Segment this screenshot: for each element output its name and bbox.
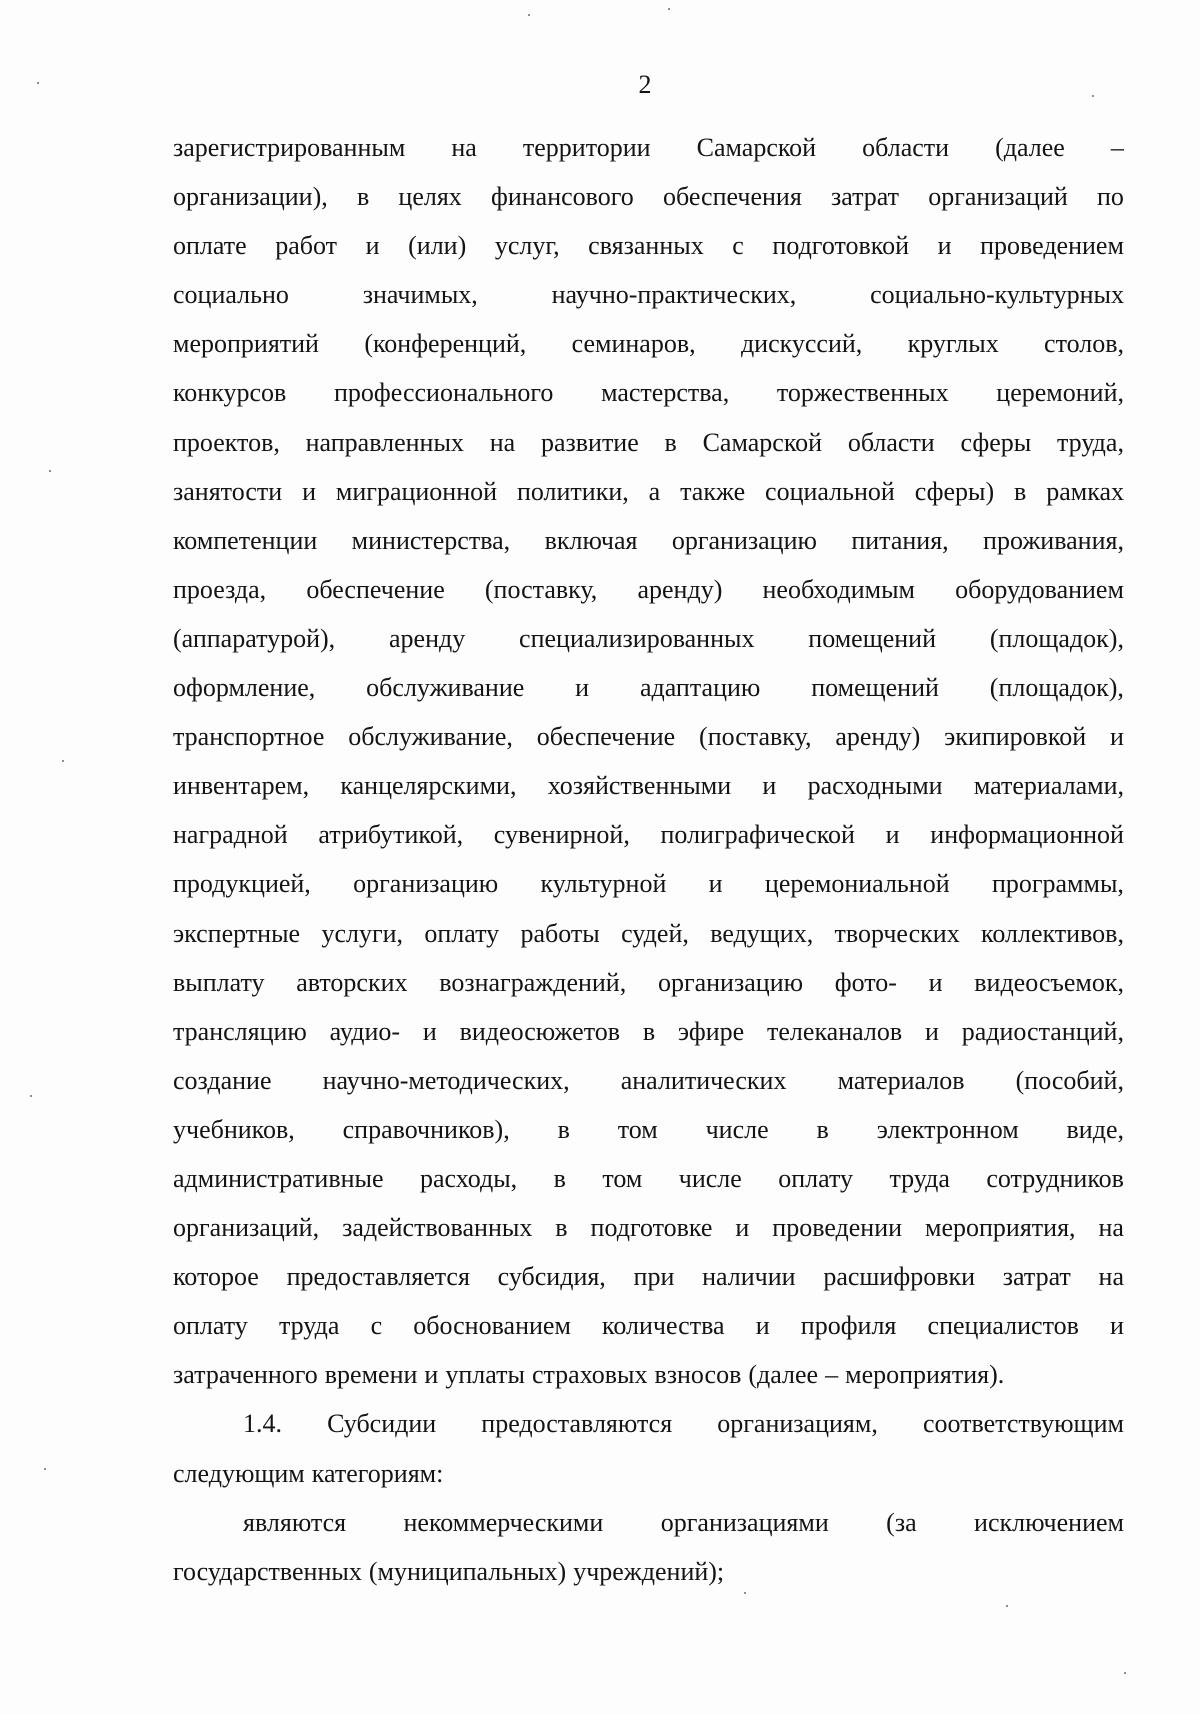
- word: торжественных: [776, 378, 949, 408]
- text-line: [173, 958, 1124, 1007]
- word: а: [648, 476, 661, 506]
- word: обеспечение: [306, 574, 445, 604]
- word: аналитических: [620, 1065, 787, 1095]
- text-line: [173, 1301, 1124, 1350]
- word: и: [937, 231, 952, 261]
- body-text: [173, 123, 1124, 1596]
- word: расшифровки: [823, 1262, 976, 1292]
- text-line: [173, 712, 1124, 761]
- word: специалистов: [927, 1311, 1079, 1341]
- word: специализированных: [519, 623, 755, 653]
- word: инвентарем,: [173, 771, 310, 801]
- word: на: [489, 427, 516, 457]
- word: материалами,: [973, 771, 1124, 801]
- scan-speck: [1124, 1672, 1126, 1674]
- text-line: [173, 565, 1124, 614]
- word: в: [1014, 476, 1027, 506]
- word: канцелярскими,: [340, 771, 517, 801]
- word: организаций,: [173, 1213, 320, 1243]
- text-line: [173, 909, 1124, 958]
- word: по: [1097, 182, 1124, 212]
- word: в: [557, 1114, 570, 1144]
- word: проживания,: [983, 525, 1124, 555]
- word: (аппаратурой),: [173, 623, 336, 653]
- word: в: [664, 427, 677, 457]
- word: и: [762, 771, 777, 801]
- word: выплату: [173, 967, 265, 997]
- word: значимых,: [362, 280, 478, 310]
- word: уплаты: [445, 1360, 525, 1390]
- word: программы,: [991, 869, 1124, 899]
- word: аренду): [835, 722, 921, 752]
- word: проектов,: [173, 427, 280, 457]
- scan-speck: [1092, 95, 1094, 97]
- scan-speck: [528, 14, 530, 16]
- word: справочников),: [342, 1114, 510, 1144]
- word: обеспечения: [662, 182, 802, 212]
- word: и: [735, 1213, 750, 1243]
- word: организациями: [660, 1507, 829, 1537]
- word: целях: [398, 182, 462, 212]
- word: обслуживание: [366, 673, 525, 703]
- word: труда,: [1056, 427, 1124, 457]
- scan-speck: [668, 8, 670, 10]
- word: расходы,: [419, 1163, 518, 1193]
- word: при: [633, 1262, 675, 1292]
- text-line: [173, 123, 1124, 172]
- word: сферы: [960, 427, 1032, 457]
- word: продукцией,: [173, 869, 311, 899]
- text-line: [173, 1399, 1124, 1448]
- word: аренду): [637, 574, 723, 604]
- word: исключением: [974, 1507, 1124, 1537]
- word: и: [928, 967, 943, 997]
- word: оплату: [173, 1311, 248, 1341]
- text-line: [173, 1498, 1124, 1547]
- word: судей,: [621, 918, 689, 948]
- word: авторских: [296, 967, 408, 997]
- scan-speck: [744, 1592, 746, 1594]
- word: (площадок),: [989, 673, 1124, 703]
- word: количества: [602, 1311, 725, 1341]
- word: подготовкой: [772, 231, 909, 261]
- word: (конференций,: [364, 329, 527, 359]
- word: числе: [705, 1114, 769, 1144]
- word: 1.4.: [243, 1409, 282, 1439]
- scan-speck: [44, 1468, 46, 1470]
- word: в: [642, 1016, 656, 1046]
- word: творческих: [834, 918, 960, 948]
- word: работы: [520, 918, 600, 948]
- word: церемоний,: [996, 378, 1124, 408]
- word: направленных: [305, 427, 464, 457]
- word: и: [575, 673, 590, 703]
- word: транспортное: [173, 722, 325, 752]
- text-line: [173, 859, 1124, 908]
- word: и: [755, 1311, 770, 1341]
- word: создание: [173, 1065, 272, 1095]
- text-line: [173, 516, 1124, 565]
- word: работ: [275, 231, 338, 261]
- word: оплату: [778, 1163, 854, 1193]
- word: (или): [408, 231, 467, 261]
- word: которое: [173, 1262, 259, 1292]
- word: Субсидии: [327, 1409, 437, 1439]
- word: занятости: [173, 476, 283, 506]
- word: министерства,: [351, 525, 511, 555]
- text-line: [173, 368, 1124, 417]
- word: наличии: [702, 1262, 796, 1292]
- word: зарегистрированным: [173, 133, 406, 162]
- word: проезда,: [173, 574, 267, 604]
- word: в: [553, 1163, 566, 1193]
- word: с: [732, 231, 744, 261]
- text-line: [173, 467, 1124, 516]
- word: Самарской: [702, 427, 823, 457]
- word: наградной: [173, 820, 288, 850]
- word: информационной: [930, 820, 1124, 850]
- word: субсидия,: [497, 1262, 606, 1292]
- word: социально-культурных: [870, 280, 1124, 310]
- word: электронном: [876, 1114, 1019, 1144]
- word: (поставку,: [699, 722, 812, 752]
- word: том: [617, 1114, 658, 1144]
- word: труда: [278, 1311, 340, 1341]
- word: сферы): [914, 476, 995, 506]
- text-line: [173, 1252, 1124, 1301]
- word: дискуссий,: [740, 329, 863, 359]
- word: хозяйственными: [547, 771, 732, 801]
- word: научно-методических,: [322, 1065, 570, 1095]
- text-line: [173, 172, 1124, 221]
- word: затрат: [1002, 1262, 1071, 1292]
- word: политики,: [516, 476, 629, 506]
- word: телеканалов: [767, 1016, 903, 1046]
- word: предоставляются: [481, 1409, 673, 1439]
- word: коллективов,: [981, 918, 1124, 948]
- word: атрибутикой,: [318, 820, 464, 850]
- word: финансового: [490, 182, 634, 212]
- word: аудио-: [329, 1016, 401, 1046]
- word: эфире: [677, 1016, 745, 1046]
- word: взносов: [654, 1360, 742, 1390]
- word: (далее: [995, 133, 1065, 162]
- word: аренду: [389, 623, 466, 653]
- text-line: [173, 614, 1124, 663]
- word: услуги,: [321, 918, 404, 948]
- word: оплату: [424, 918, 500, 948]
- word: (площадок),: [989, 623, 1124, 653]
- word: экспертные: [173, 918, 301, 948]
- text-line: [173, 1154, 1124, 1203]
- word: обоснованием: [413, 1311, 571, 1341]
- word: радиостанций,: [961, 1016, 1124, 1046]
- word: и: [924, 1016, 939, 1046]
- word: подготовке: [590, 1213, 713, 1243]
- word: в: [356, 182, 370, 212]
- word: мероприятия,: [925, 1213, 1076, 1243]
- scan-speck: [62, 760, 64, 762]
- word: услуг,: [494, 231, 560, 261]
- word: (пособий,: [1015, 1065, 1124, 1095]
- text-line: [173, 1547, 1124, 1596]
- word: расходными: [807, 771, 943, 801]
- word: предоставляется: [286, 1262, 470, 1292]
- word: (поставку,: [484, 574, 598, 604]
- word: организацию: [353, 869, 499, 899]
- scan-speck: [1006, 1605, 1008, 1607]
- word: соответствующим: [922, 1409, 1124, 1439]
- word: и: [1110, 1311, 1124, 1341]
- word: (муниципальных): [368, 1556, 567, 1586]
- word: развитие: [540, 427, 639, 457]
- word: мероприятий: [173, 329, 319, 359]
- word: организацию: [671, 525, 817, 555]
- word: трансляцию: [173, 1016, 307, 1046]
- word: учреждений);: [573, 1556, 725, 1586]
- word: следующим: [173, 1458, 305, 1488]
- word: оборудованием: [955, 574, 1124, 604]
- word: рамках: [1046, 476, 1124, 506]
- text-line: [173, 663, 1124, 712]
- word: с: [370, 1311, 383, 1341]
- word: столов,: [1044, 329, 1124, 359]
- word: круглых: [907, 329, 999, 359]
- word: затраченного: [173, 1360, 318, 1390]
- word: помещений: [808, 623, 937, 653]
- word: научно-практических,: [551, 280, 797, 310]
- word: сотрудников: [986, 1163, 1124, 1193]
- word: миграционной: [335, 476, 498, 506]
- word: материалов: [837, 1065, 965, 1095]
- word: мастерства,: [601, 378, 730, 408]
- word: организаций: [928, 182, 1068, 212]
- word: виде,: [1066, 1114, 1124, 1144]
- text-line: [173, 810, 1124, 859]
- word: на: [1098, 1262, 1124, 1292]
- word: связанных: [588, 231, 704, 261]
- word: и: [302, 476, 316, 506]
- word: мероприятия).: [845, 1360, 1005, 1390]
- word: организации),: [173, 182, 328, 212]
- text-line: [173, 319, 1124, 368]
- word: организацию: [657, 967, 804, 997]
- word: включая: [544, 525, 638, 555]
- text-line: [173, 1007, 1124, 1056]
- word: необходимым: [762, 574, 915, 604]
- word: времени: [324, 1360, 418, 1390]
- word: и: [1110, 722, 1124, 752]
- word: организациям,: [717, 1409, 878, 1439]
- word: видеосъемок,: [974, 967, 1124, 997]
- word: (за: [886, 1507, 917, 1537]
- word: учебников,: [173, 1114, 295, 1144]
- word: культурной: [540, 869, 667, 899]
- scan-speck: [30, 1095, 32, 1097]
- text-line: [173, 1350, 1124, 1399]
- word: социальной: [765, 476, 895, 506]
- word: и: [885, 820, 900, 850]
- word: семинаров,: [571, 329, 696, 359]
- word: (далее: [748, 1360, 819, 1390]
- word: числе: [678, 1163, 742, 1193]
- word: компетенции: [173, 525, 318, 555]
- word: конкурсов: [173, 378, 287, 408]
- word: области: [862, 133, 950, 162]
- word: помещений: [811, 673, 939, 703]
- word: полиграфической: [660, 820, 855, 850]
- scan-speck: [49, 470, 51, 472]
- scan-speck: [37, 82, 39, 84]
- word: задействованных: [342, 1213, 533, 1243]
- word: и: [424, 1360, 439, 1390]
- word: вознаграждений,: [439, 967, 627, 997]
- word: страховых: [531, 1360, 648, 1390]
- word: являются: [243, 1507, 347, 1537]
- word: обслуживание,: [348, 722, 513, 752]
- word: на: [1098, 1213, 1124, 1243]
- word: и: [708, 869, 723, 899]
- word: профиля: [800, 1311, 897, 1341]
- word: области: [847, 427, 935, 457]
- word: фото-: [834, 967, 897, 997]
- word: профессионального: [334, 378, 554, 408]
- word: на: [451, 133, 477, 162]
- text-line: [173, 1105, 1124, 1154]
- word: оформление,: [173, 673, 316, 703]
- word: –: [825, 1360, 839, 1390]
- word: в: [816, 1114, 829, 1144]
- word: социально: [173, 280, 289, 310]
- word: и: [422, 1016, 437, 1046]
- word: Самарской: [696, 133, 817, 162]
- word: также: [680, 476, 746, 506]
- text-line: [173, 270, 1124, 319]
- word: территории: [522, 133, 651, 162]
- word: ведущих,: [710, 918, 814, 948]
- word: в: [555, 1213, 568, 1243]
- word: сувенирной,: [493, 820, 630, 850]
- word: и: [365, 231, 380, 261]
- word: экипировкой: [944, 722, 1087, 752]
- word: проведении: [772, 1213, 903, 1243]
- word: труда: [889, 1163, 950, 1193]
- word: категориям:: [311, 1458, 444, 1488]
- word: обеспечение: [536, 722, 676, 752]
- text-line: [173, 1056, 1124, 1105]
- word: церемониальной: [764, 869, 950, 899]
- word: государственных: [173, 1556, 362, 1586]
- text-line: [173, 1449, 1124, 1498]
- word: –: [1110, 133, 1124, 162]
- word: оплате: [173, 231, 247, 261]
- word: административные: [173, 1163, 384, 1193]
- text-line: [173, 221, 1124, 270]
- text-line: [173, 1203, 1124, 1252]
- page-number: 2: [638, 70, 652, 99]
- word: некоммерческими: [403, 1507, 604, 1537]
- word: адаптацию: [639, 673, 761, 703]
- text-line: [173, 418, 1124, 467]
- word: видеосюжетов: [459, 1016, 620, 1046]
- word: проведением: [980, 231, 1124, 261]
- word: питания,: [851, 525, 949, 555]
- text-line: [173, 761, 1124, 810]
- word: затрат: [830, 182, 900, 212]
- word: том: [602, 1163, 643, 1193]
